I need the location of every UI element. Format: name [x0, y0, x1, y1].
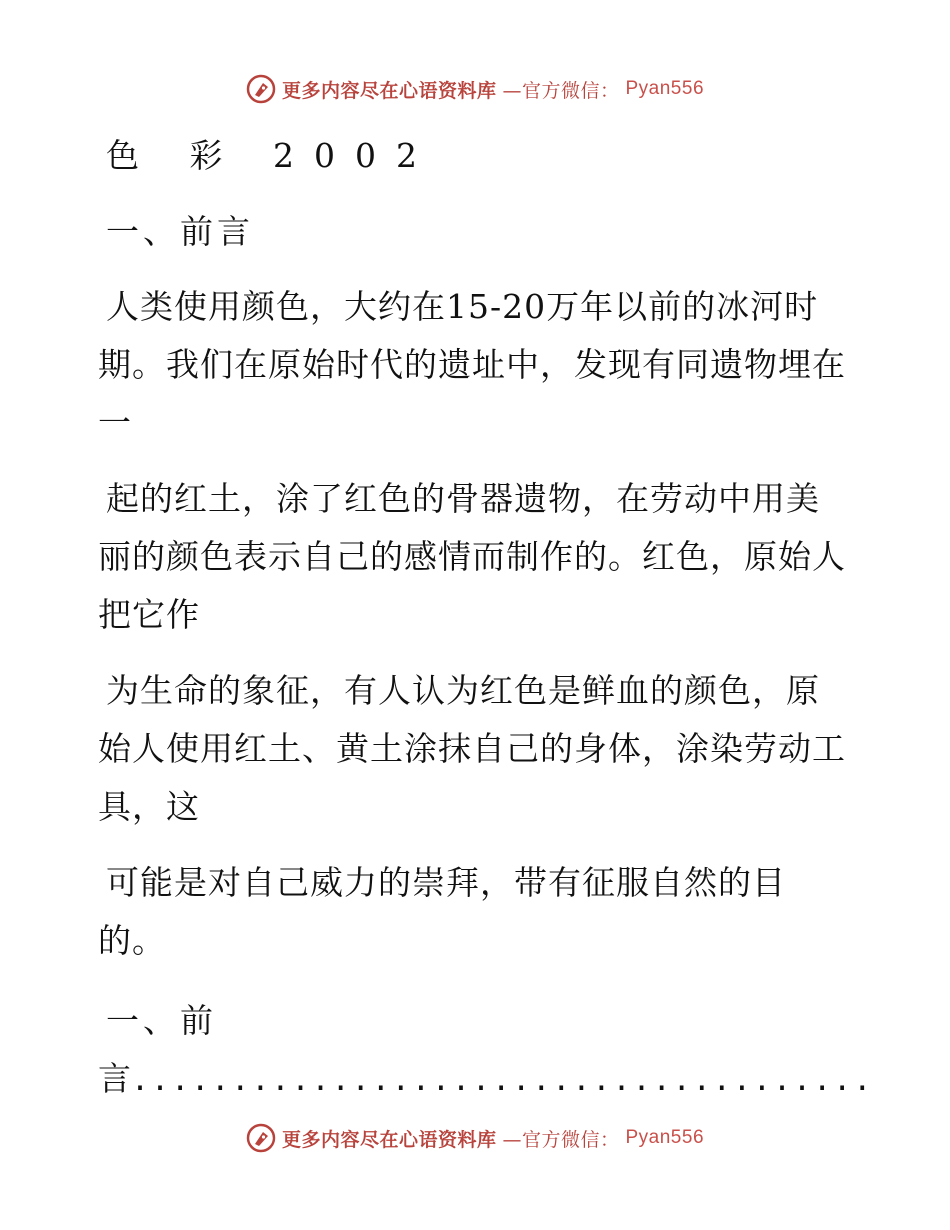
paragraph: [98, 470, 858, 644]
toc-leader-dots: .....................................: [131, 1063, 874, 1098]
footer-watermark: [0, 1123, 950, 1153]
watermark-wechat-id: Pyan556: [625, 78, 705, 99]
table-of-contents: [98, 992, 874, 1110]
watermark-site-name: 更多内容尽在心语资料库: [281, 79, 497, 102]
watermark-wechat-label: —官方微信：: [502, 1128, 620, 1151]
paragraph-line: 始人使用红土、黄土涂抹自己的身体，涂染劳动工: [98, 729, 846, 768]
section-title: 一、前言: [106, 212, 254, 251]
paragraph-line: 期。我们在原始时代的遗址中，发现有同遗物埋在: [98, 345, 846, 384]
header-watermark: [0, 74, 950, 104]
paragraph: [98, 278, 858, 452]
toc-entry-heading: 一、前: [106, 1001, 217, 1040]
paragraph: [98, 854, 858, 970]
paragraph: [98, 662, 858, 836]
paragraph-line: 丽的颜色表示自己的感情而制作的。红色，原始人: [98, 537, 846, 576]
document-body: [98, 118, 874, 1110]
document-title: 色 彩 2002: [106, 136, 437, 175]
pen-nib-logo-icon: [246, 74, 276, 104]
paragraph-line: 的。: [98, 921, 166, 960]
paragraph-line: 把它作: [98, 595, 200, 634]
watermark-wechat-id: Pyan556: [625, 1127, 705, 1148]
watermark-site-name: 更多内容尽在心语资料库: [281, 1128, 497, 1151]
paragraph-line: 为生命的象征，有人认为红色是鲜血的颜色，原: [106, 671, 820, 710]
pen-nib-logo-icon: [246, 1123, 276, 1153]
toc-entry-line: [98, 1050, 874, 1110]
paragraph-line: 可能是对自己威力的崇拜，带有征服自然的目: [106, 863, 786, 902]
toc-entry-text: 言: [98, 1059, 131, 1098]
watermark-wechat-label: —官方微信：: [502, 79, 620, 102]
paragraph-line: 人类使用颜色，大约在15-20万年以前的冰河时: [106, 287, 819, 326]
paragraph-line: 具，这: [98, 787, 200, 826]
paragraph-line: 起的红土，涂了红色的骨器遗物，在劳动中用美: [106, 479, 820, 518]
paragraph-line: 一: [98, 403, 132, 442]
